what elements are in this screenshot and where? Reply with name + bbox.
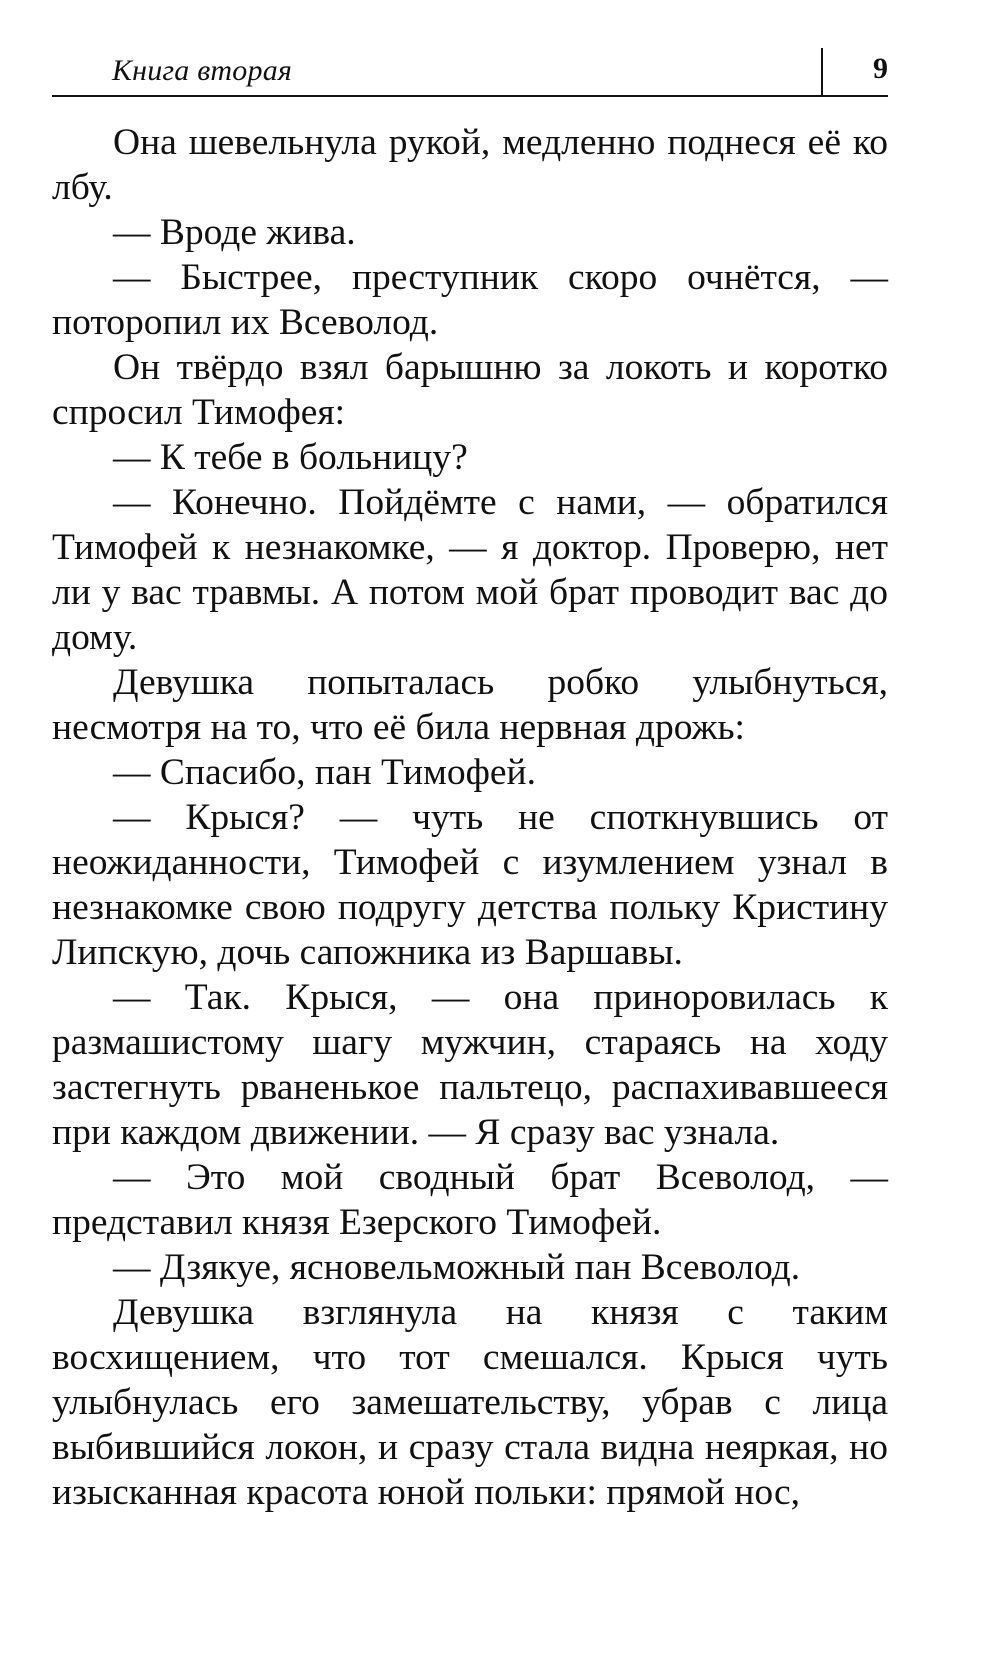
paragraph: — К тебе в больницу? xyxy=(113,437,468,478)
paragraph: Девушка взглянула на князя с таким восхищением, что тот смешался. Крыся чуть улыбнулась его замешательству, убрав с лица выбившийся локон, и сразу стала видна неяркая, но изысканная красота юной польки: прямой нос, xyxy=(52,1292,888,1513)
paragraph: Девушка попыталась робко улыбнуться, несмотря на то, что её била нервная дрожь: xyxy=(52,662,888,748)
paragraph: — Быстрее, преступник скоро очнётся, — поторопил их Всеволод. xyxy=(52,257,888,343)
paragraph: Она шевельнула рукой, медленно поднеся её ко лбу. xyxy=(52,122,888,208)
book-title: Книга вторая xyxy=(112,54,293,87)
paragraph: — Это мой сводный брат Всеволод, — представил князя Езерского Тимофей. xyxy=(52,1157,888,1243)
header-rule xyxy=(52,95,888,97)
paragraph: — Конечно. Пойдёмте с нами, — обратился Тимофей к незнакомке, — я доктор. Проверю, нет ли у вас травмы. А потом мой брат проводит вас до дому. xyxy=(52,482,888,658)
paragraph: — Так. Крыся, — она приноровилась к размашистому шагу мужчин, стараясь на ходу застегнуть рваненькое пальтецо, распахивавшееся при каждом движении. — Я сразу вас узнала. xyxy=(52,977,888,1153)
page-number: 9 xyxy=(873,52,888,85)
text-body xyxy=(52,120,888,1515)
paragraph: — Спасибо, пан Тимофей. xyxy=(113,752,536,793)
header-divider xyxy=(821,48,823,96)
running-header xyxy=(52,48,888,98)
paragraph: — Крыся? — чуть не споткнувшись от неожиданности, Тимофей с изумлением узнал в незнакомке свою подругу детства польку Кристину Липскую, дочь сапожника из Варшавы. xyxy=(52,797,888,973)
paragraph: — Дзякуе, ясновельможный пан Всеволод. xyxy=(113,1247,801,1288)
paragraph: — Вроде жива. xyxy=(113,212,356,253)
paragraph: Он твёрдо взял барышню за локоть и коротко спросил Тимофея: xyxy=(52,347,888,433)
